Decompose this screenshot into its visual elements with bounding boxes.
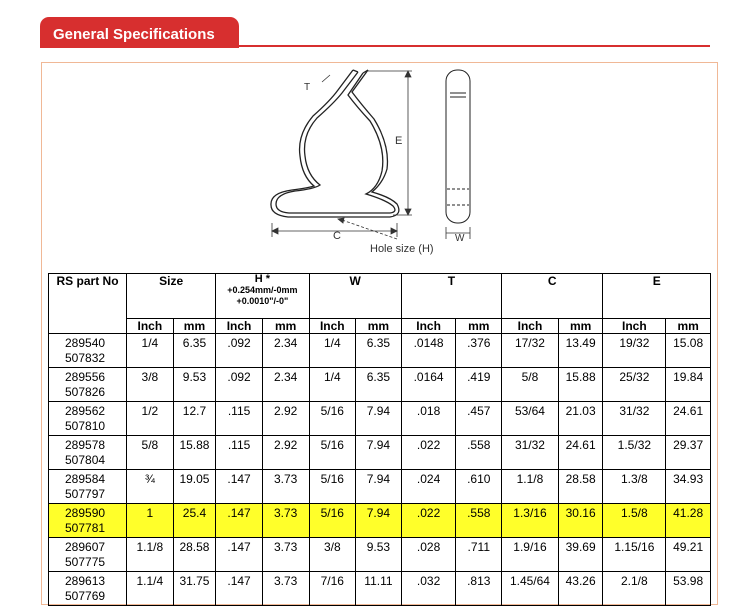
cell-t-in: .032 [401,572,456,606]
cell-t-in: .0164 [401,368,456,402]
cell-h-in: .147 [216,538,263,572]
cell-h-mm: 2.92 [262,436,309,470]
cell-t-mm: .813 [456,572,502,606]
cell-size-mm: 28.58 [173,538,216,572]
unit-cell: mm [666,319,711,334]
cell-size-mm: 6.35 [173,334,216,368]
cell-w-mm: 7.94 [356,436,402,470]
table-row [49,334,711,368]
part-number-cell [49,504,127,538]
cell-h-in: .147 [216,470,263,504]
part-number-cell [49,368,127,402]
cell-t-mm: .376 [456,334,502,368]
table-row [49,368,711,402]
cell-w-in: 7/16 [309,572,356,606]
header-size: Size [127,274,216,319]
part-number-alt: 507810 [65,419,106,433]
label-hole-size: Hole size (H) [370,243,434,255]
part-number: 289578 [65,438,106,452]
cell-size-mm: 15.88 [173,436,216,470]
cell-t-in: .022 [401,504,456,538]
cell-e-in: 19/32 [603,334,666,368]
cell-h-in: .147 [216,572,263,606]
cell-size-mm: 19.05 [173,470,216,504]
table-header-row [49,274,711,319]
part-number: 289607 [65,540,106,554]
cell-e-mm: 24.61 [666,402,711,436]
cell-w-in: 1/4 [309,334,356,368]
part-number-alt: 507775 [65,555,106,569]
cell-e-mm: 53.98 [666,572,711,606]
label-t: T [304,82,311,93]
part-number: 289556 [65,370,106,384]
cell-h-in: .092 [216,334,263,368]
cell-t-mm: .610 [456,470,502,504]
header-part-no: RS part No [49,274,127,334]
cell-h-mm: 3.73 [262,572,309,606]
header-h-tol-mm: +0.254mm/-0mm [227,285,298,295]
cell-c-in: 1.45/64 [502,572,559,606]
cell-h-mm: 3.73 [262,470,309,504]
cell-size-mm: 31.75 [173,572,216,606]
part-number: 289613 [65,574,106,588]
cell-c-in: 1.9/16 [502,538,559,572]
cell-h-in: .147 [216,504,263,538]
cell-size-in: 1.1/4 [127,572,174,606]
cell-e-in: 25/32 [603,368,666,402]
cell-t-mm: .419 [456,368,502,402]
header-e: E [603,274,711,319]
label-w: W [455,233,465,244]
cell-w-mm: 11.11 [356,572,402,606]
cell-size-in: 5/8 [127,436,174,470]
cell-t-in: .022 [401,436,456,470]
cell-e-in: 1.3/8 [603,470,666,504]
cell-t-in: .028 [401,538,456,572]
header-h-tol-in: +0.0010"/-0" [236,296,289,306]
cell-e-in: 1.15/16 [603,538,666,572]
cell-w-mm: 7.94 [356,402,402,436]
label-c: C [333,230,341,242]
cell-size-in: 1 [127,504,174,538]
unit-cell: Inch [603,319,666,334]
table-row [49,402,711,436]
cell-c-in: 31/32 [502,436,559,470]
header-h-title: H * [254,273,271,285]
part-number-alt: 507826 [65,385,106,399]
unit-cell: Inch [401,319,456,334]
cell-t-in: .0148 [401,334,456,368]
cell-size-in: 1/2 [127,402,174,436]
cell-c-in: 1.3/16 [502,504,559,538]
header-h [216,274,309,319]
part-number-cell [49,334,127,368]
cell-h-in: .092 [216,368,263,402]
unit-cell: mm [173,319,216,334]
cell-t-mm: .711 [456,538,502,572]
cell-h-in: .115 [216,402,263,436]
part-number: 289590 [65,506,106,520]
cell-e-in: 2.1/8 [603,572,666,606]
clip-diagram [262,63,492,263]
header-w: W [309,274,401,319]
cell-c-mm: 21.03 [558,402,603,436]
cell-e-in: 1.5/32 [603,436,666,470]
cell-e-mm: 15.08 [666,334,711,368]
cell-e-mm: 41.28 [666,504,711,538]
cell-e-mm: 19.84 [666,368,711,402]
part-number: 289584 [65,472,106,486]
cell-e-in: 1.5/8 [603,504,666,538]
part-number-cell [49,470,127,504]
part-number-cell [49,538,127,572]
cell-size-mm: 9.53 [173,368,216,402]
cell-h-mm: 2.34 [262,368,309,402]
part-number-cell [49,436,127,470]
table-row [49,470,711,504]
cell-h-mm: 3.73 [262,504,309,538]
cell-c-mm: 24.61 [558,436,603,470]
table-row [49,572,711,606]
part-number-alt: 507804 [65,453,106,467]
clip-front-view [271,70,399,217]
cell-c-mm: 43.26 [558,572,603,606]
cell-w-in: 5/16 [309,470,356,504]
header-c: C [502,274,603,319]
cell-e-mm: 29.37 [666,436,711,470]
unit-cell: Inch [502,319,559,334]
unit-cell: mm [262,319,309,334]
clip-side-view [446,70,470,223]
cell-t-in: .018 [401,402,456,436]
part-number-cell [49,402,127,436]
table-body [49,334,711,606]
cell-w-mm: 7.94 [356,504,402,538]
section-title: General Specifications [53,26,215,43]
cell-w-in: 5/16 [309,504,356,538]
cell-w-in: 3/8 [309,538,356,572]
part-number-alt: 507797 [65,487,106,501]
cell-t-mm: .457 [456,402,502,436]
table-row [49,436,711,470]
part-number-alt: 507832 [65,351,106,365]
dimension-lines [272,71,470,239]
cell-w-mm: 6.35 [356,368,402,402]
cell-h-mm: 2.34 [262,334,309,368]
cell-h-mm: 3.73 [262,538,309,572]
header-t: T [401,274,501,319]
cell-c-mm: 39.69 [558,538,603,572]
cell-c-in: 1.1/8 [502,470,559,504]
table-row [49,538,711,572]
cell-c-mm: 15.88 [558,368,603,402]
cell-c-mm: 13.49 [558,334,603,368]
cell-t-mm: .558 [456,504,502,538]
cell-size-in: 1/4 [127,334,174,368]
cell-w-mm: 9.53 [356,538,402,572]
cell-c-mm: 28.58 [558,470,603,504]
part-number: 289562 [65,404,106,418]
cell-h-in: .115 [216,436,263,470]
unit-cell: Inch [127,319,174,334]
cell-c-in: 17/32 [502,334,559,368]
cell-h-mm: 2.92 [262,402,309,436]
section-title-rule [40,45,710,47]
unit-cell: Inch [216,319,263,334]
part-number-alt: 507769 [65,589,106,603]
cell-size-in: 1.1/8 [127,538,174,572]
spec-table [48,273,711,606]
part-number: 289540 [65,336,106,350]
unit-cell: mm [558,319,603,334]
cell-c-in: 53/64 [502,402,559,436]
units-row [49,319,711,334]
cell-size-mm: 12.7 [173,402,216,436]
cell-e-in: 31/32 [603,402,666,436]
section-title-tab [40,17,239,48]
cell-w-in: 5/16 [309,402,356,436]
cell-e-mm: 34.93 [666,470,711,504]
table-row-highlighted [49,504,711,538]
cell-t-mm: .558 [456,436,502,470]
cell-w-mm: 6.35 [356,334,402,368]
label-e: E [395,135,403,147]
cell-c-in: 5/8 [502,368,559,402]
part-number-cell [49,572,127,606]
cell-size-in: 3/8 [127,368,174,402]
cell-w-in: 5/16 [309,436,356,470]
cell-c-mm: 30.16 [558,504,603,538]
unit-cell: Inch [309,319,356,334]
unit-cell: mm [356,319,402,334]
cell-w-mm: 7.94 [356,470,402,504]
part-number-alt: 507781 [65,521,106,535]
unit-cell: mm [456,319,502,334]
cell-size-mm: 25.4 [173,504,216,538]
cell-w-in: 1/4 [309,368,356,402]
cell-t-in: .024 [401,470,456,504]
cell-e-mm: 49.21 [666,538,711,572]
cell-size-in: ¾ [127,470,174,504]
